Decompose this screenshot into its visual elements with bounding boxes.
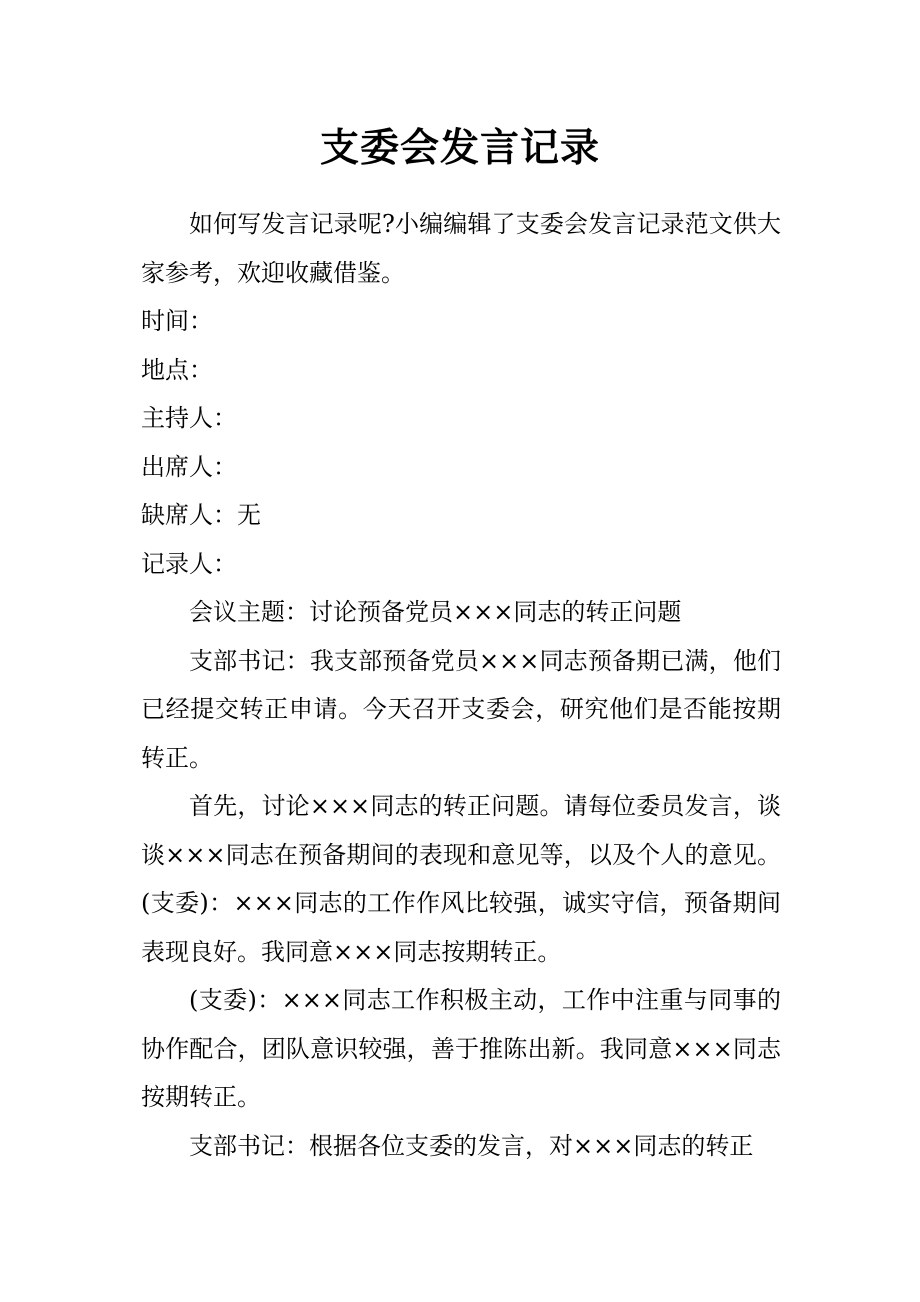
field-attendees: 出席人： — [141, 452, 237, 481]
field-recorder: 记录人： — [141, 549, 237, 578]
discussion-first-member: 首先，讨论×××同志的转正问题。请每位委员发言，谈谈×××同志在预备期间的表现和意见等，以及个人的意见。(支委)：×××同志的工作作风比较强，诚实守信，预备期间表现良好。我同意×××同志按期转正。 — [141, 792, 781, 966]
secretary-summary: 支部书记：根据各位支委的发言，对×××同志的转正 — [189, 1131, 754, 1160]
document-title: 支委会发言记录 — [319, 125, 600, 171]
field-absentees: 缺席人：无 — [141, 501, 261, 529]
document-body — [141, 200, 781, 1170]
secretary-opening: 支部书记：我支部预备党员×××同志预备期已满，他们已经提交转正申请。今天召开支委会，研究他们是否能按期转正。 — [141, 646, 781, 772]
intro-paragraph: 如何写发言记录呢?小编编辑了支委会发言记录范文供大家参考，欢迎收藏借鉴。 — [141, 210, 781, 287]
field-time: 时间： — [141, 307, 213, 335]
field-location: 地点： — [141, 355, 213, 384]
discussion-second-member: (支委)：×××同志工作积极主动，工作中注重与同事的协作配合，团队意识较强，善于推陈出新。我同意×××同志按期转正。 — [141, 986, 781, 1111]
field-host: 主持人： — [141, 404, 237, 432]
meeting-topic: 会议主题：讨论预备党员×××同志的转正问题 — [189, 598, 682, 626]
